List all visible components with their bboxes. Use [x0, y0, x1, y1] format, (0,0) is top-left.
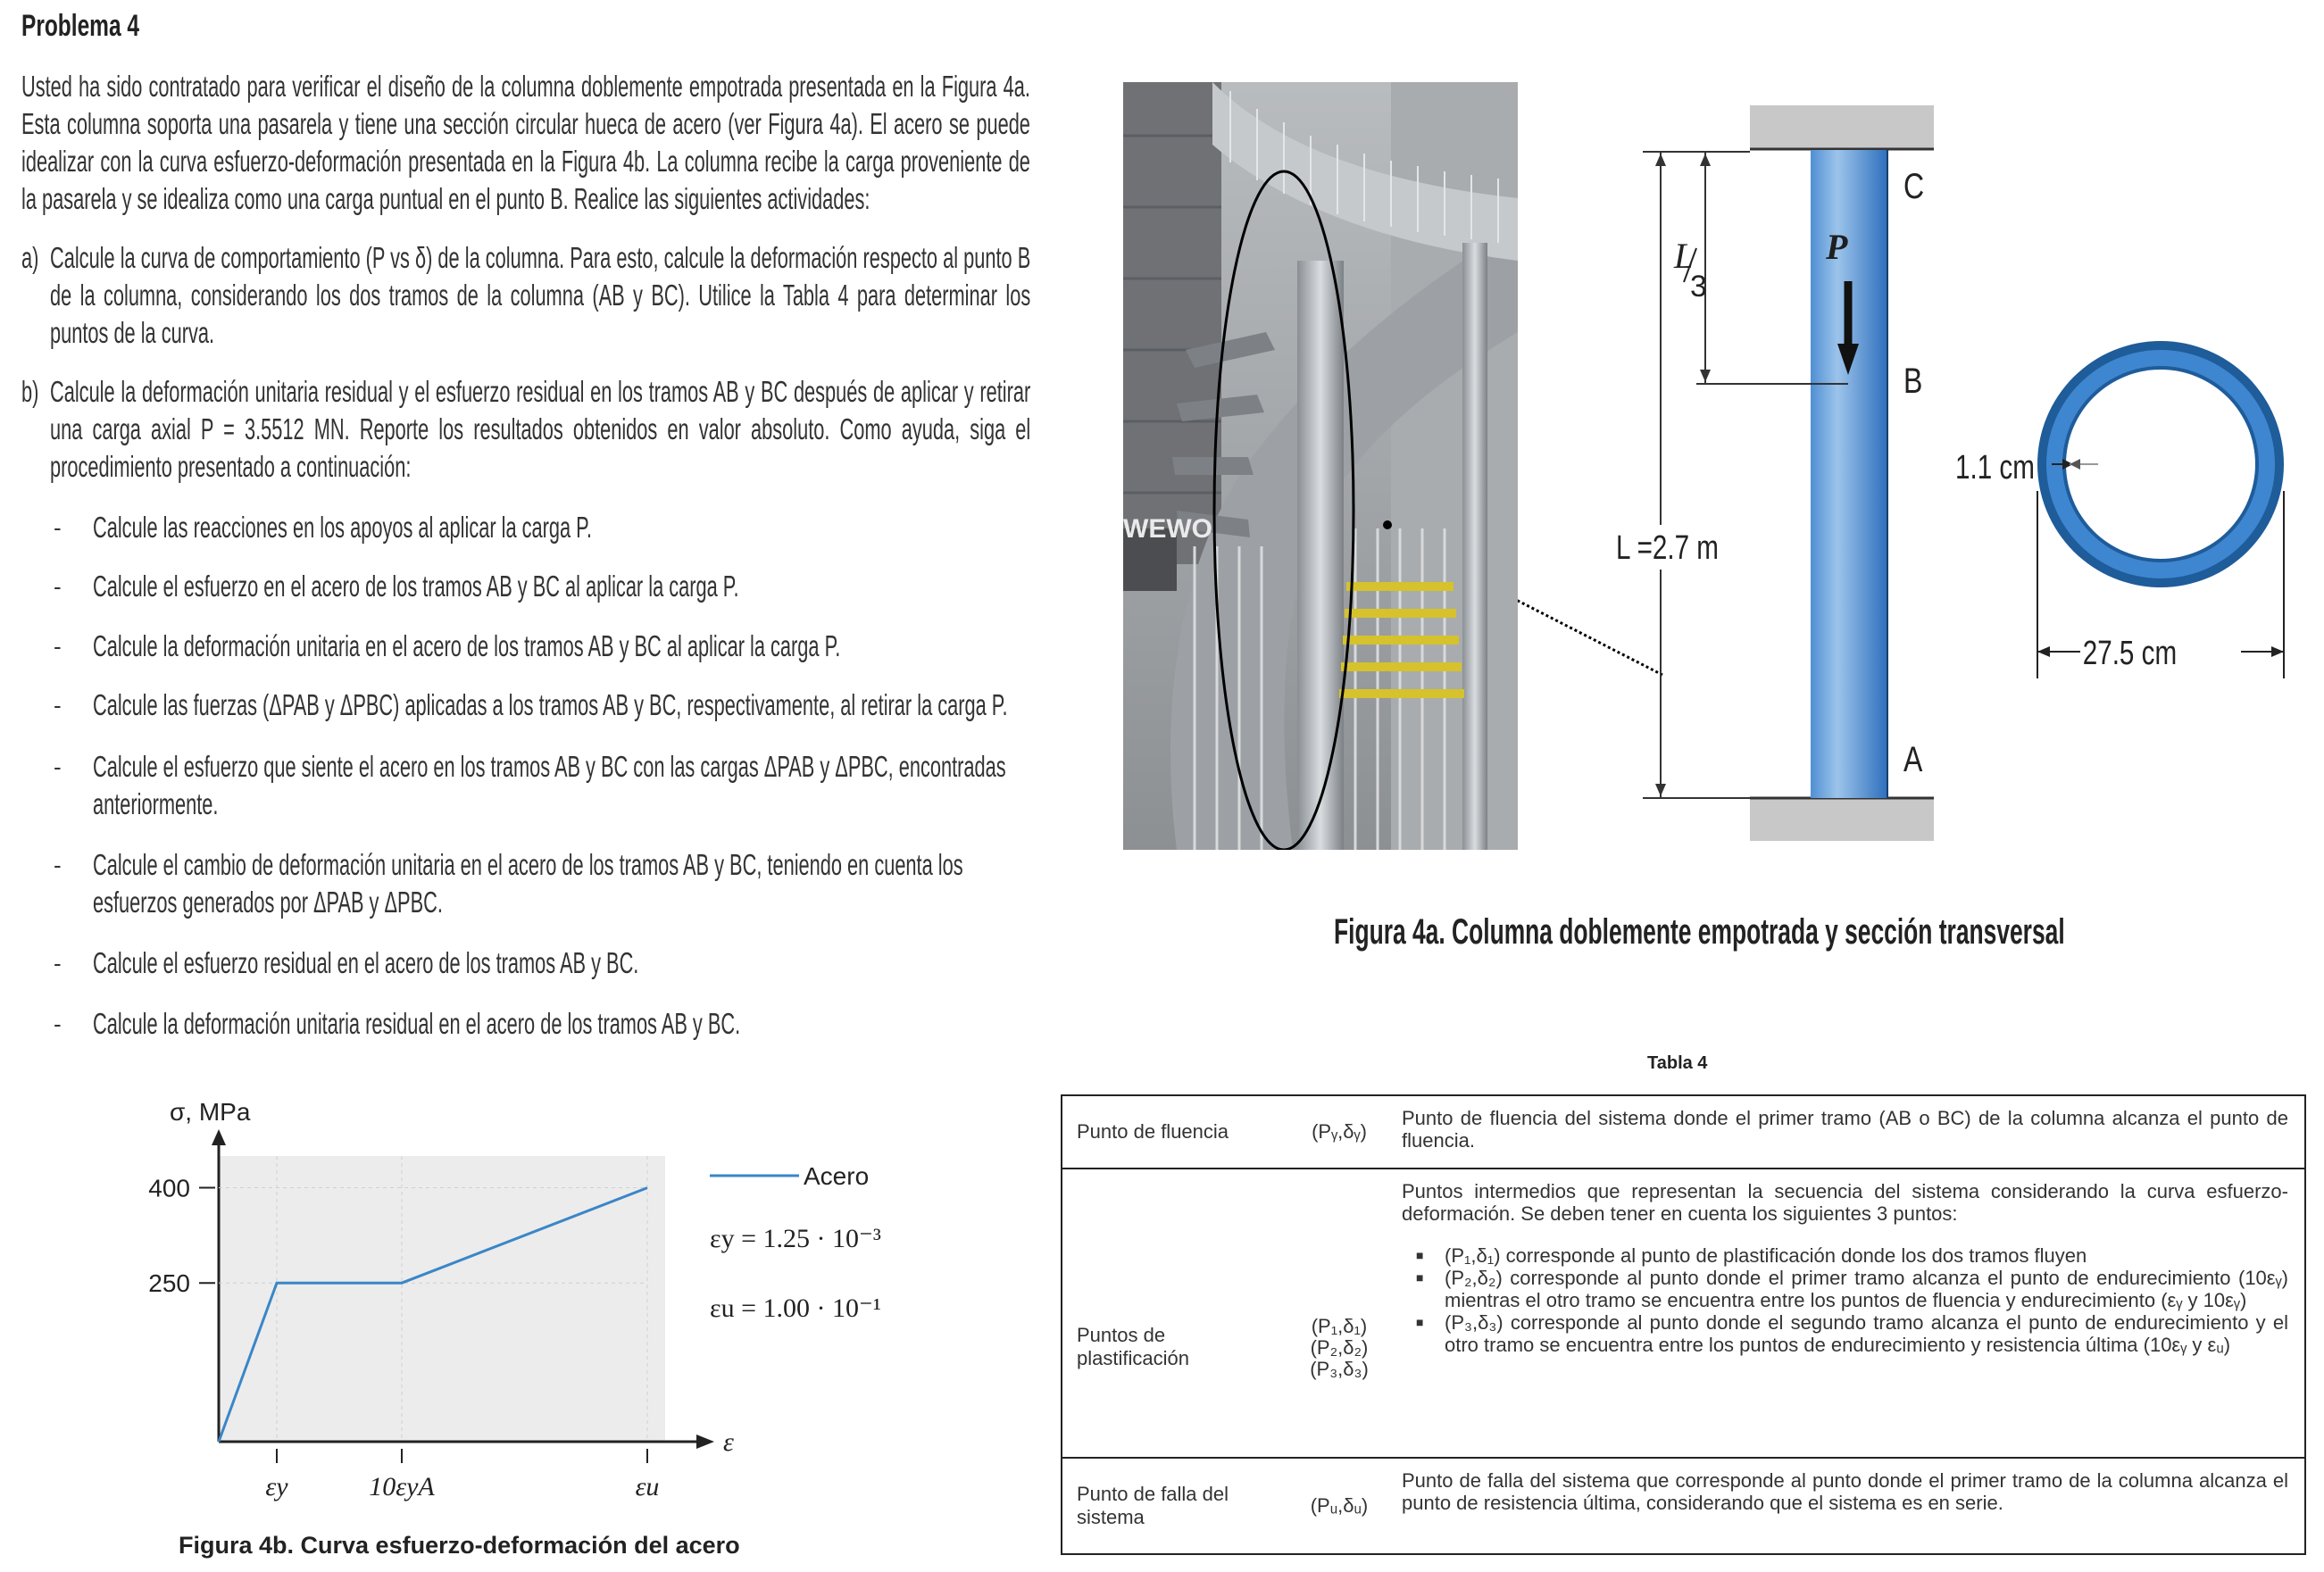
plot-area — [219, 1156, 665, 1442]
row-symbol: (Pᵧ,δᵧ) — [1312, 1120, 1367, 1143]
diameter-label: 27.5 cm — [2082, 634, 2178, 672]
list-item: ■ (P₃,δ₃) corresponde al punto donde el segundo tramo alcanza el punto de endurecimiento y el otro tramo se encuentra entre los puntos de endurecimiento y resistencia última (10εᵧ y εᵤ) — [1402, 1311, 2288, 1356]
label-C: C — [1903, 165, 1925, 206]
row-symbols: (P₁,δ₁) (P₂,δ₂) (P₃,δ₃) — [1310, 1315, 1369, 1380]
problem-intro-text: Usted ha sido contratado para verificar el diseño de la columna doblemente empotrada presentada en la Figura 4a. Esta columna soporta una pasarela y tiene una sección circular hueca de acero (ver Figura 4a). El acero se puede idealizar con la curva esfuerzo-deformación presentada en la Figura 4b. La columna recibe la carga proveniente de la pasarela y se idealiza como una carga puntual en el punto B. Realice las siguientes actividades: — [21, 70, 1030, 215]
photo-sign: WEWO — [1123, 514, 1212, 544]
row-name: Puntos de plastificación — [1077, 1324, 1189, 1369]
x-tick-label: εy — [265, 1472, 288, 1501]
item-a-text: Calcule la curva de comportamiento (P vs δ) de la columna. Para esto, calcule la deformación respecto al punto B de la columna, considerando los dos tramos de la columna (AB y BC). Utilice la Tabla 4 para determinar los puntos de la curva. — [50, 241, 1031, 349]
stair-photo — [1123, 82, 1518, 850]
table-row — [1062, 1459, 2304, 1553]
row-description: Punto de fluencia del sistema donde el primer tramo (AB o BC) de la columna alcanza el punto de fluencia. — [1402, 1107, 2288, 1152]
row-symbol: (Pᵤ,δᵤ) — [1310, 1494, 1369, 1517]
label-L3-den: 3 — [1690, 270, 1707, 304]
item-a-label: a) — [21, 241, 39, 274]
table-title: Tabla 4 — [1647, 1053, 1708, 1073]
row-name: Punto de falla del sistema — [1077, 1483, 1229, 1528]
label-L3-num: L — [1674, 236, 1695, 276]
row-name: Punto de fluencia — [1077, 1120, 1229, 1143]
stress-strain-chart — [107, 1094, 964, 1526]
item-b-label: b) — [21, 375, 39, 408]
annotation-ey: εy = 1.25 · 10⁻³ — [710, 1224, 881, 1253]
x-axis-label: ε — [723, 1427, 734, 1457]
list-item: ■ (P₂,δ₂) corresponde al punto donde el primer tramo alcanza el punto de endurecimiento (10εᵧ) mientras el otro tramo se encuentra entre los puntos de fluencia y endurecimiento (εᵧ y 10εᵧ) — [1402, 1267, 2288, 1311]
table-row — [1062, 1096, 2304, 1169]
column-diagram — [1518, 89, 1937, 861]
y-tick-label: 250 — [148, 1269, 190, 1298]
label-B: B — [1903, 360, 1923, 401]
item-b — [21, 373, 1030, 486]
list-item: ■ (P₁,δ₁) corresponde al punto de plastificación donde los dos tramos fluyen — [1402, 1244, 2288, 1267]
item-a — [21, 239, 1030, 352]
y-tick-label: 400 — [148, 1174, 190, 1202]
x-tick-label: 10εyA — [369, 1472, 435, 1501]
figure-4b-caption: Figura 4b. Curva esfuerzo-deformación del acero — [179, 1532, 740, 1559]
problem-title: Problema 4 — [21, 9, 139, 43]
figure-4a-caption: Figura 4a. Columna doblemente empotrada y sección transversal — [1334, 912, 2065, 952]
x-tick-label: εu — [635, 1472, 660, 1501]
table-row — [1062, 1169, 2304, 1459]
label-P: P — [1826, 227, 1848, 267]
bottom-support — [1750, 798, 1934, 841]
annotation-eu: εu = 1.00 · 10⁻¹ — [710, 1293, 881, 1323]
label-L: L =2.7 m — [1615, 528, 1719, 567]
label-A: A — [1903, 738, 1923, 779]
legend-label: Acero — [804, 1162, 870, 1190]
table-4 — [1061, 1094, 2306, 1555]
item-b-text: Calcule la deformación unitaria residual y el esfuerzo residual en los tramos AB y BC después de aplicar y retirar una carga axial P = 3.5512 MN. Reporte los resultados obtenidos en valor absoluto. Como ayuda, siga el procedimiento presentado a continuación: — [50, 375, 1031, 483]
y-axis-label: σ, MPa — [170, 1098, 251, 1126]
problem-intro — [21, 68, 1030, 218]
row-description: Punto de falla del sistema que corresponde al punto donde el primer tramo de la columna alcanza el punto de resistencia última, considerando que el sistema es en serie. — [1402, 1469, 2288, 1514]
thickness-label: 1.1 cm — [1955, 448, 2035, 487]
row-description: Puntos intermedios que representan la secuencia del sistema considerando la curva esfuerzo-deformación. Se deben tener en cuenta los siguientes 3 puntos: ■ (P₁,δ₁) corresponde al punto de plastificación donde los dos tramos fluyen ■ (P₂,δ₂) corresponde al punto donde el primer tramo alcanza el punto de endurecimiento (10εᵧ) mientras el otro tramo se encuentra entre los puntos de fluencia y endurecimiento (εᵧ y 10εᵧ) ■ (P₃,δ₃) corresponde al punto donde el segundo tramo alcanza el punto de endurecimiento y el otro tramo se encuentra entre los puntos de endurecimiento y resistencia última (10εᵧ y εᵤ) — [1393, 1169, 2304, 1457]
top-support — [1750, 105, 1934, 148]
cross-section — [1955, 321, 2295, 701]
column-body — [1811, 150, 1887, 798]
